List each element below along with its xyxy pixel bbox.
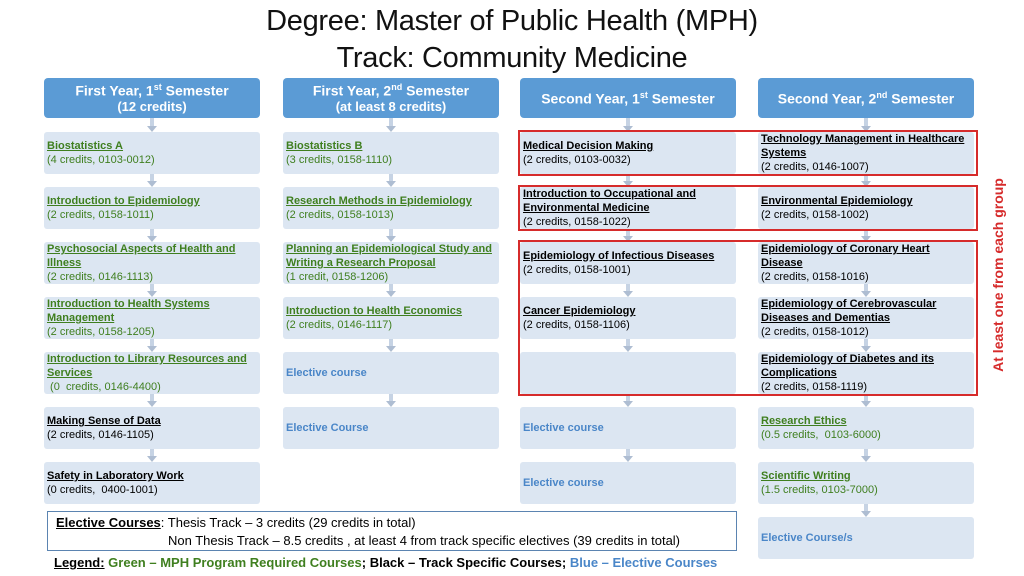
elective-group-1 [518, 130, 978, 176]
elective-course-box [283, 407, 499, 449]
course-detail: (2 credits, 0158-1016) [761, 271, 869, 283]
course-name: Technology Management in Healthcare Systems [761, 133, 965, 159]
course-detail: (0 credits, 0400-1001) [47, 484, 158, 496]
course-box [44, 132, 260, 174]
course-box [44, 352, 260, 394]
course-detail: (2 credits, 0158-1106) [523, 319, 630, 331]
course-detail: (2 credits, 0103-0032) [523, 154, 631, 166]
course-name: Research Methods in Epidemiology [286, 195, 472, 207]
course-detail: (2 credits, 0158-1012) [761, 326, 869, 338]
course-detail: (2 credits, 0146-1105) [47, 429, 154, 441]
course-detail: (2 credits, 0158-1001) [523, 264, 631, 276]
course-name: Elective course [523, 422, 604, 434]
course-name: Scientific Writing [761, 470, 851, 482]
course-box [283, 297, 499, 339]
course-name: Introduction to Health Economics [286, 305, 463, 317]
page-title-line2: Track: Community Medicine [336, 42, 688, 74]
column-header-y2s2: Second Year, 2nd Semester [758, 78, 974, 118]
course-name: Biostatistics A [47, 140, 124, 152]
course-detail: (2 credits, 0158-1205) [47, 326, 155, 338]
course-box [758, 462, 974, 504]
column-header-y1s2: First Year, 2nd Semester (at least 8 credits) [283, 78, 499, 118]
course-name: Environmental Epidemiology [761, 195, 913, 207]
course-name: Cancer Epidemiology [523, 305, 636, 317]
course-name: Epidemiology of Coronary Heart Disease [761, 243, 930, 269]
course-name: Epidemiology of Infectious Diseases [523, 250, 715, 262]
course-detail: (1.5 credits, 0103-7000) [761, 484, 878, 496]
elective-course-box [520, 407, 736, 449]
course-detail: (2 credits, 0158-1002) [761, 209, 869, 221]
course-name: Elective Course [286, 422, 369, 434]
course-box [283, 132, 499, 174]
course-box [44, 242, 260, 284]
course-detail: (2 credits, 0158-1022) [523, 216, 631, 228]
elective-course-box [758, 517, 974, 559]
elective-courses-note: Elective Courses: Thesis Track – 3 credits (29 credits in total) Non Thesis Track – 8.5 credits , at least 4 from track specific electives (39 credits in total) [47, 511, 737, 551]
course-box [758, 407, 974, 449]
elective-course-box [520, 462, 736, 504]
course-detail: (2 credits, 0146-1007) [761, 161, 869, 173]
course-name: Elective Course/s [761, 532, 853, 544]
course-detail: (2 credits, 0158-1013) [286, 209, 394, 221]
course-name: Research Ethics [761, 415, 847, 427]
column-header-y2s1: Second Year, 1st Semester [520, 78, 736, 118]
course-box [283, 242, 499, 284]
course-name: Planning an Epidemiological Study and Writing a Research Proposal [286, 243, 492, 269]
course-box [44, 407, 260, 449]
course-detail: (0 credits, 0146-4400) [47, 381, 161, 393]
course-detail: (2 credits, 0146-1113) [47, 271, 153, 283]
course-box [44, 462, 260, 504]
course-name: Introduction to Library Resources and Services [47, 353, 247, 379]
course-name: Elective course [286, 367, 367, 379]
group-note: At least one from each group [990, 178, 1007, 372]
elective-group-2 [518, 185, 978, 231]
course-name: Introduction to Epidemiology [47, 195, 200, 207]
course-name: Elective course [523, 477, 604, 489]
course-detail: (4 credits, 0103-0012) [47, 154, 155, 166]
course-box [283, 187, 499, 229]
course-name: Epidemiology of Cerebrovascular Diseases and Dementias [761, 298, 937, 324]
course-name: Introduction to Occupational and Environmental Medicine [523, 188, 696, 214]
course-name: Safety in Laboratory Work [47, 470, 184, 482]
course-detail: (1 credit, 0158-1206) [286, 271, 389, 283]
course-name: Psychosocial Aspects of Health and Illness [47, 243, 236, 269]
column-header-y1s1: First Year, 1st Semester (12 credits) [44, 78, 260, 118]
course-detail: (0.5 credits, 0103-6000) [761, 429, 881, 441]
course-detail: (2 credits, 0146-1117) [286, 319, 392, 331]
course-box [44, 187, 260, 229]
course-name: Epidemiology of Diabetes and its Complications [761, 353, 934, 379]
course-detail: (3 credits, 0158-1110) [286, 154, 392, 166]
elective-group-3 [518, 240, 978, 396]
course-name: Medical Decision Making [523, 140, 654, 152]
course-name: Introduction to Health Systems Management [47, 298, 210, 324]
course-name: Making Sense of Data [47, 415, 161, 427]
elective-course-box [283, 352, 499, 394]
course-detail: (2 credits, 0158-1119) [761, 381, 867, 393]
legend: Legend: Green – MPH Program Required Courses; Black – Track Specific Courses; Blue – Elective Courses [54, 555, 718, 570]
course-box [44, 297, 260, 339]
page-title-line1: Degree: Master of Public Health (MPH) [266, 5, 758, 37]
course-detail: (2 credits, 0158-1011) [47, 209, 154, 221]
course-name: Biostatistics B [286, 140, 363, 152]
